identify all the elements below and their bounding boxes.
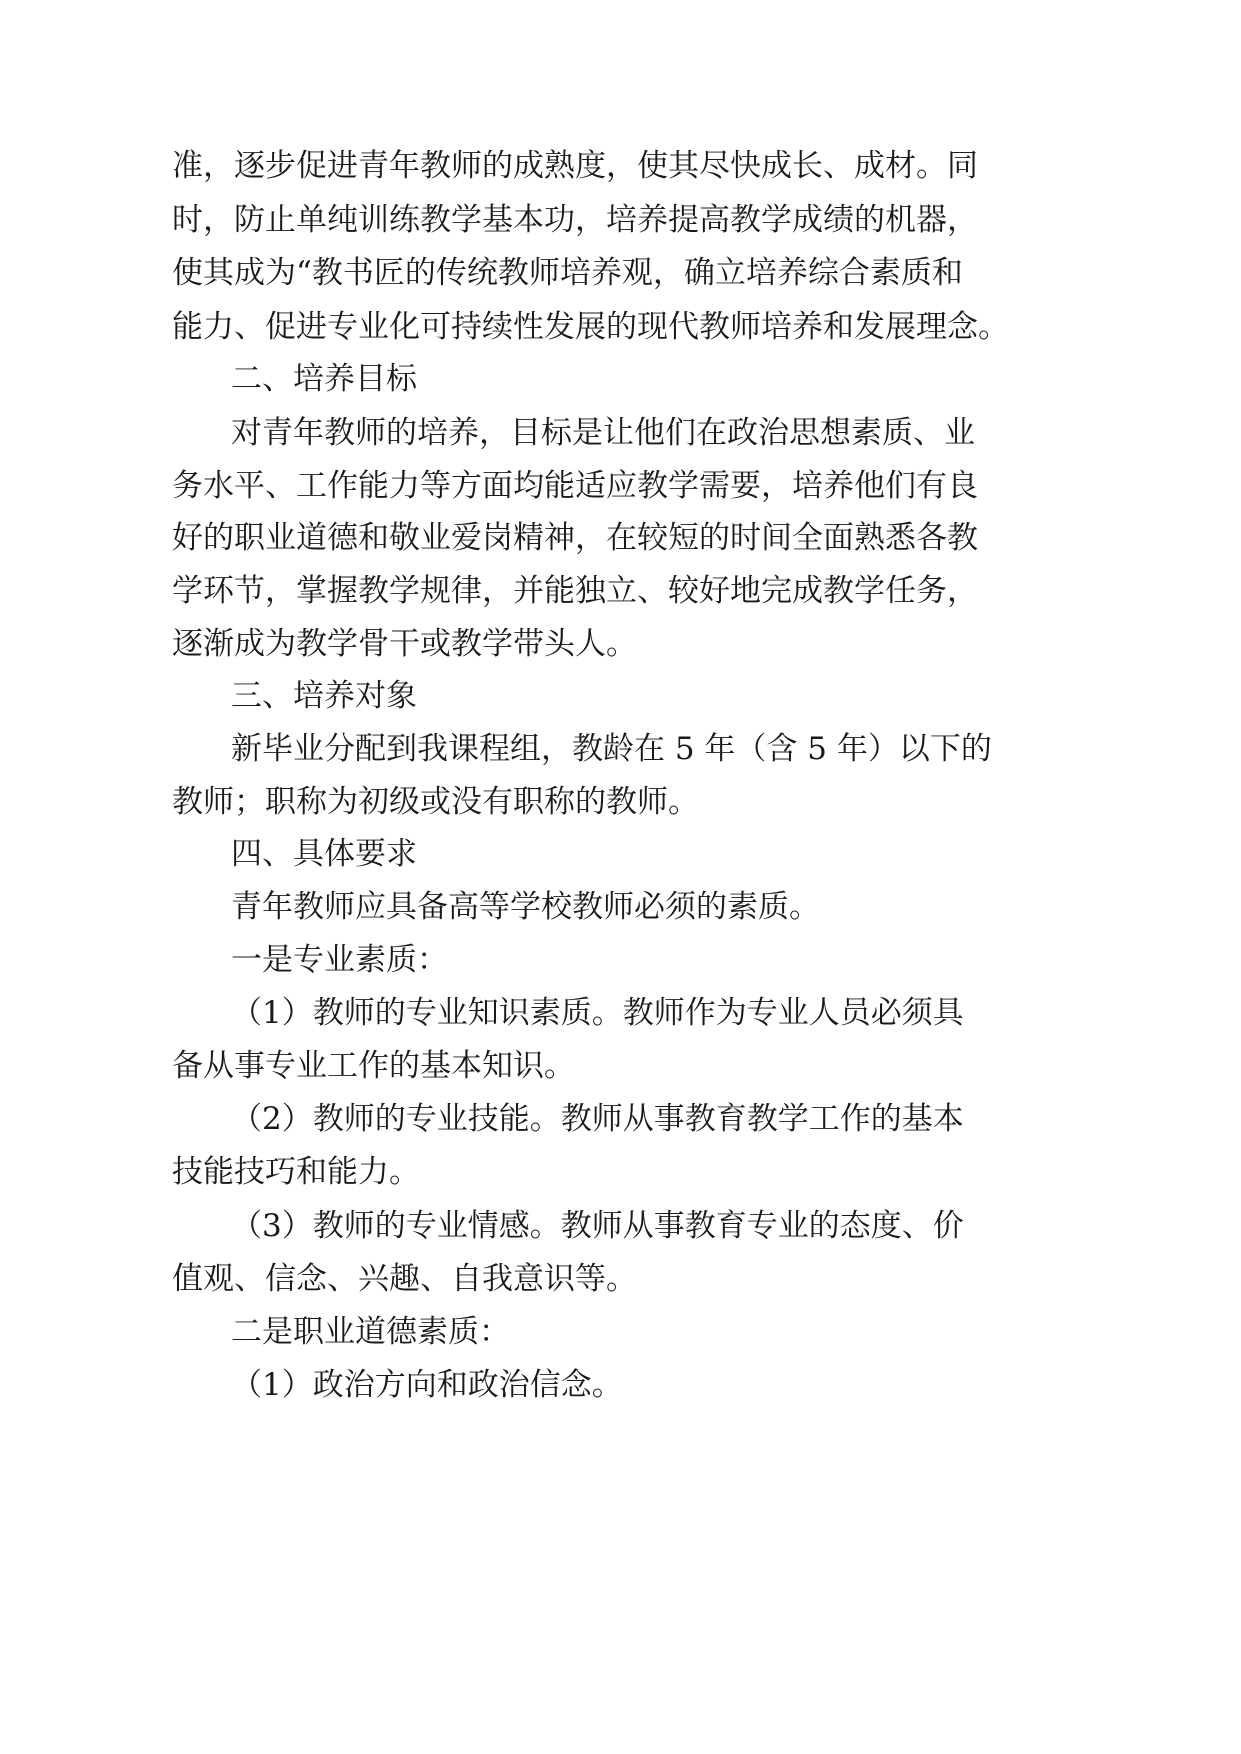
section-heading: 三、培养对象 xyxy=(231,678,417,714)
text-line: 教师；职称为初级或没有职称的教师。 xyxy=(172,784,699,820)
text-line: 能力、促进专业化可持续性发展的现代教师培养和发展理念。 xyxy=(172,309,1009,345)
text-line: 学环节，掌握教学规律，并能独立、较好地完成教学任务， xyxy=(172,573,978,609)
text-line: 一是专业素质： xyxy=(231,942,448,978)
text-line: 准，逐步促进青年教师的成熟度，使其尽快成长、成材。同 xyxy=(172,148,978,184)
text-line: （1）政治方向和政治信念。 xyxy=(231,1367,623,1403)
text-line: 值观、信念、兴趣、自我意识等。 xyxy=(172,1261,637,1297)
text-line: 使其成为“教书匠的传统教师培养观，确立培养综合素质和 xyxy=(172,255,963,291)
text-line: 备从事专业工作的基本知识。 xyxy=(172,1048,575,1084)
text-line: （2）教师的专业技能。教师从事教育教学工作的基本 xyxy=(231,1101,964,1137)
text-line: 逐渐成为教学骨干或教学带头人。 xyxy=(172,626,637,662)
text-line: （3）教师的专业情感。教师从事教育专业的态度、价 xyxy=(231,1208,964,1244)
text-line: （1）教师的专业知识素质。教师作为专业人员必须具 xyxy=(231,995,964,1031)
text-line: 青年教师应具备高等学校教师必须的素质。 xyxy=(231,889,820,925)
text-line: 对青年教师的培养，目标是让他们在政治思想素质、业 xyxy=(231,415,975,451)
text-line: 技能技巧和能力。 xyxy=(172,1154,420,1190)
section-heading: 四、具体要求 xyxy=(231,836,417,872)
text-line: 新毕业分配到我课程组，教龄在 5 年（含 5 年）以下的 xyxy=(231,731,992,767)
text-line: 好的职业道德和敬业爱岗精神，在较短的时间全面熟悉各教 xyxy=(172,520,978,556)
text-line: 时，防止单纯训练教学基本功，培养提高教学成绩的机器， xyxy=(172,202,978,238)
section-heading: 二、培养目标 xyxy=(231,361,417,397)
text-line: 二是职业道德素质： xyxy=(231,1314,510,1350)
text-line: 务水平、工作能力等方面均能适应教学需要，培养他们有良 xyxy=(172,468,978,504)
